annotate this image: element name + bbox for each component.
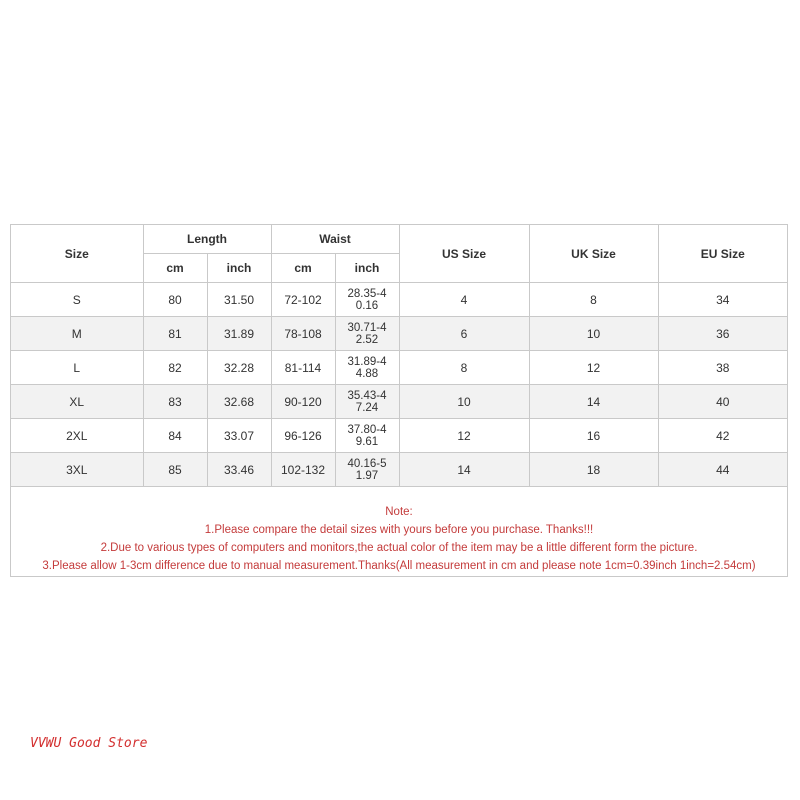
table-row [11, 419, 787, 453]
cell-size: L [11, 351, 143, 385]
cell-uk: 18 [529, 453, 658, 487]
cell-length-inch: 33.07 [207, 419, 271, 453]
note-line-1: 1.Please compare the detail sizes with yours before you purchase. Thanks!!! [204, 524, 594, 536]
cell-waist-inch-text: 35.43-47.24 [347, 389, 387, 414]
eu-size-header: EU Size [658, 225, 787, 283]
cell-length-cm: 83 [143, 385, 207, 419]
cell-eu: 42 [658, 419, 787, 453]
waist-cm-header: cm [271, 254, 335, 283]
cell-us: 14 [399, 453, 529, 487]
cell-waist-inch [335, 385, 399, 419]
cell-us: 10 [399, 385, 529, 419]
cell-length-inch: 31.89 [207, 317, 271, 351]
cell-waist-cm: 96-126 [271, 419, 335, 453]
cell-length-inch: 33.46 [207, 453, 271, 487]
cell-uk: 8 [529, 283, 658, 317]
cell-waist-inch [335, 283, 399, 317]
cell-uk: 10 [529, 317, 658, 351]
table-header-row [11, 225, 787, 254]
size-table [11, 225, 787, 487]
cell-length-cm: 81 [143, 317, 207, 351]
cell-size: 2XL [11, 419, 143, 453]
cell-waist-cm: 90-120 [271, 385, 335, 419]
cell-size: 3XL [11, 453, 143, 487]
waist-header: Waist [271, 225, 399, 254]
cell-size: M [11, 317, 143, 351]
cell-size: S [11, 283, 143, 317]
cell-uk: 16 [529, 419, 658, 453]
table-row [11, 283, 787, 317]
cell-size: XL [11, 385, 143, 419]
cell-waist-inch-text: 37.80-49.61 [347, 423, 387, 448]
table-row [11, 317, 787, 351]
cell-eu: 44 [658, 453, 787, 487]
us-size-header: US Size [399, 225, 529, 283]
uk-size-header: UK Size [529, 225, 658, 283]
cell-eu: 36 [658, 317, 787, 351]
cell-length-cm: 85 [143, 453, 207, 487]
cell-uk: 12 [529, 351, 658, 385]
length-inch-header: inch [207, 254, 271, 283]
size-header: Size [11, 225, 143, 283]
cell-waist-cm: 72-102 [271, 283, 335, 317]
cell-eu: 34 [658, 283, 787, 317]
cell-length-inch: 32.68 [207, 385, 271, 419]
length-cm-header: cm [143, 254, 207, 283]
note-line-3: 3.Please allow 1-3cm difference due to manual measurement.Thanks(All measurement in cm and please note 1cm=0.39inch 1inch=2.54cm) [42, 560, 756, 572]
cell-us: 6 [399, 317, 529, 351]
cell-length-inch: 31.50 [207, 283, 271, 317]
cell-length-cm: 80 [143, 283, 207, 317]
cell-us: 8 [399, 351, 529, 385]
cell-waist-inch-text: 28.35-40.16 [347, 287, 387, 312]
cell-us: 4 [399, 283, 529, 317]
cell-waist-inch [335, 419, 399, 453]
table-row [11, 351, 787, 385]
cell-length-cm: 82 [143, 351, 207, 385]
cell-eu: 40 [658, 385, 787, 419]
cell-waist-cm: 102-132 [271, 453, 335, 487]
table-row [11, 453, 787, 487]
cell-length-cm: 84 [143, 419, 207, 453]
cell-eu: 38 [658, 351, 787, 385]
cell-us: 12 [399, 419, 529, 453]
cell-length-inch: 32.28 [207, 351, 271, 385]
cell-waist-cm: 81-114 [271, 351, 335, 385]
cell-waist-inch [335, 351, 399, 385]
size-chart [10, 224, 788, 577]
cell-uk: 14 [529, 385, 658, 419]
cell-waist-inch-text: 30.71-42.52 [347, 321, 387, 346]
table-body [11, 283, 787, 487]
notes-title: Note: [385, 506, 413, 518]
cell-waist-cm: 78-108 [271, 317, 335, 351]
cell-waist-inch [335, 453, 399, 487]
table-row [11, 385, 787, 419]
cell-waist-inch-text: 40.16-51.97 [347, 457, 387, 482]
notes-section [11, 487, 787, 576]
length-header: Length [143, 225, 271, 254]
waist-inch-header: inch [335, 254, 399, 283]
cell-waist-inch-text: 31.89-44.88 [347, 355, 387, 380]
note-line-2: 2.Due to various types of computers and monitors,the actual color of the item may be a little different form the picture. [100, 542, 698, 554]
store-watermark: VVWU Good Store [30, 736, 148, 751]
cell-waist-inch [335, 317, 399, 351]
